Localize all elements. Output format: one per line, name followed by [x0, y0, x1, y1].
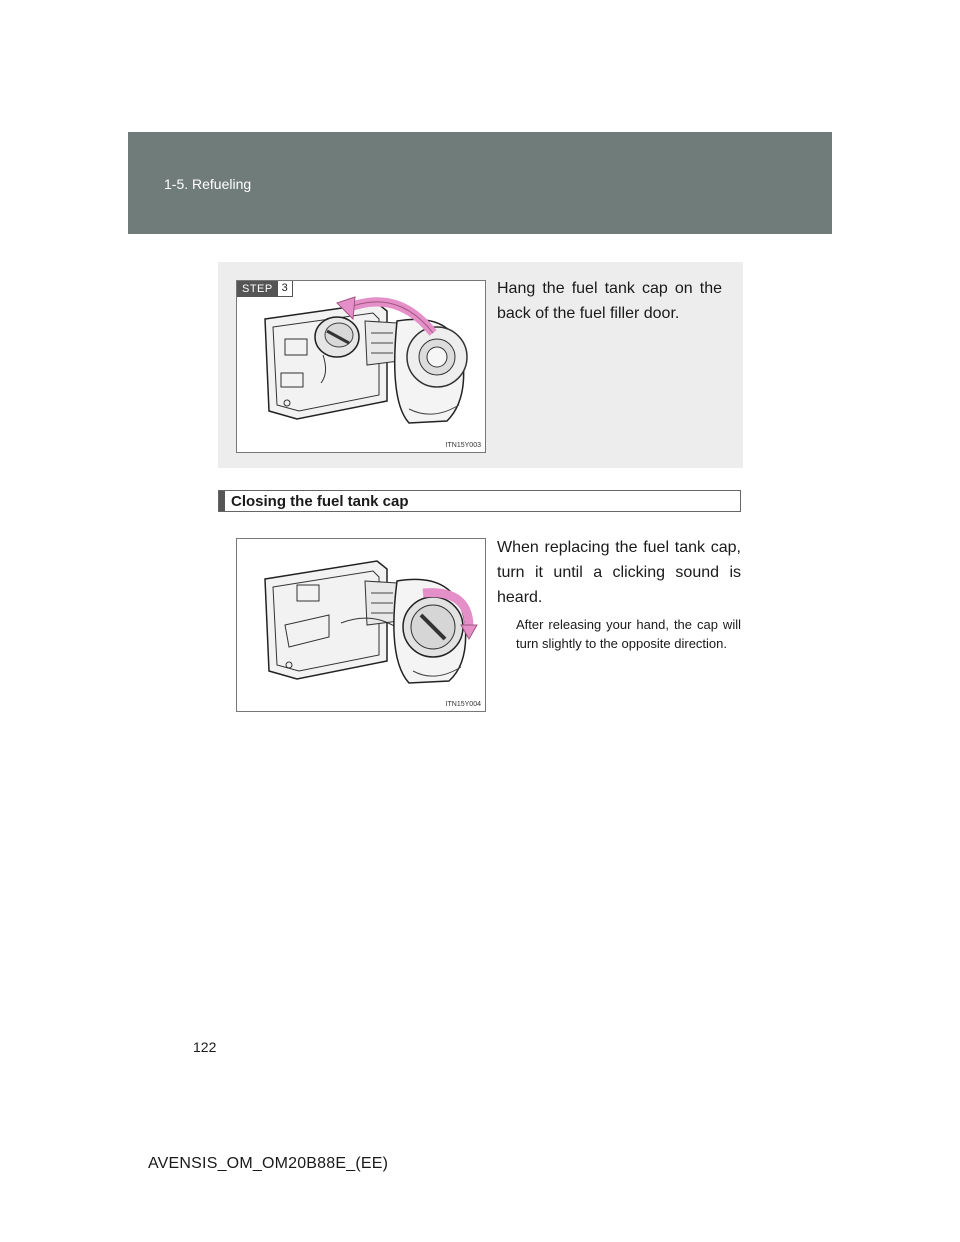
section-subheading [218, 490, 741, 512]
step-instruction: Hang the fuel tank cap on the back of the fuel filler door. [497, 280, 722, 322]
step-number: 3 [278, 281, 293, 297]
step-label: STEP [237, 281, 278, 297]
step-badge [237, 281, 293, 297]
figure-hang-cap [236, 280, 486, 453]
figure-close-cap [236, 538, 486, 712]
section-title: 1-5. Refueling [164, 176, 252, 192]
closing-instruction: When replacing the fuel tank cap, turn it until a clicking sound is heard. [497, 539, 741, 606]
fuel-door-open-illustration [237, 281, 485, 452]
fuel-cap-closing-illustration [237, 539, 485, 711]
closing-note: After releasing your hand, the cap will turn slightly to the opposite direction. [516, 617, 741, 651]
figure-code: ITN15Y004 [445, 701, 481, 708]
page-number: 122 [193, 1039, 217, 1055]
subheading-bar [219, 491, 225, 511]
document-code: AVENSIS_OM_OM20B88E_(EE) [148, 1155, 389, 1172]
subheading-text: Closing the fuel tank cap [231, 493, 409, 510]
figure-code: ITN15Y003 [445, 442, 481, 449]
